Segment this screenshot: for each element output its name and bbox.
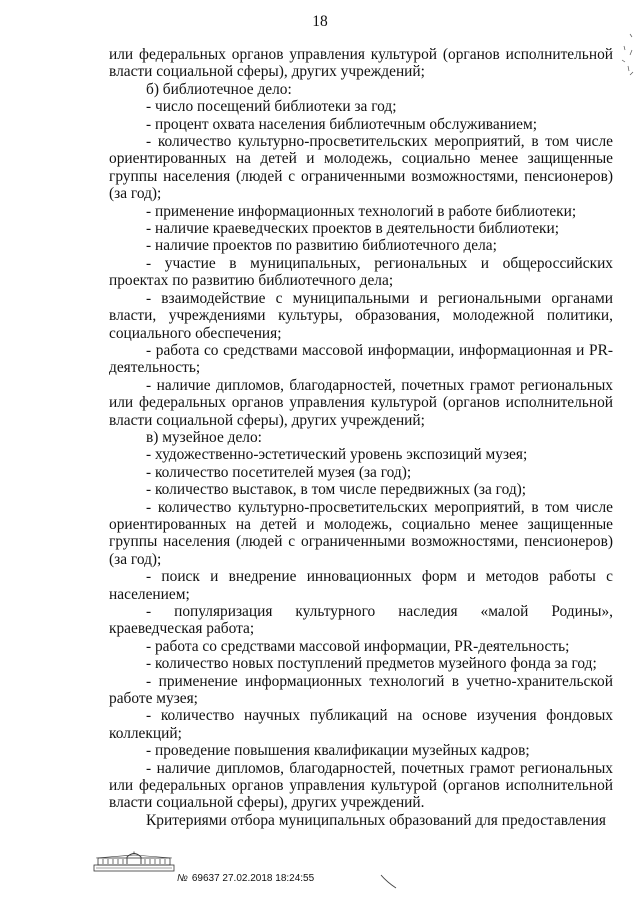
paragraph-p13: в) музейное дело: [146, 428, 262, 446]
paragraph-p6: - применение информационных технологий в работе библиотеки; [146, 202, 577, 220]
paragraph-p18: - поиск и внедрение инновационных форм и методов работы с населением; [109, 568, 613, 603]
paragraph-p4: - процент охвата населения библиотечным обслуживанием; [146, 115, 538, 133]
paragraph-p2: б) библиотечное дело: [146, 80, 292, 98]
page-number: 18 [312, 13, 328, 30]
paragraph-p8: - наличие проектов по развитию библиотечного дела; [146, 237, 497, 255]
paragraph-p14: - художественно-эстетический уровень экспозиций музея; [146, 446, 528, 464]
paragraph-p20: - работа со средствами массовой информации, PR-деятельность; [146, 637, 570, 655]
paragraph-p10: - взаимодействие с муниципальными и региональными органами власти, учреждениями культуры, образования, молодежной политики, социального обеспечения; [109, 289, 613, 342]
paragraph-p16: - количество выставок, в том числе передвижных (за год); [146, 481, 527, 499]
paragraph-p5: - количество культурно-просветительских мероприятий, в том числе ориентированных на детей и молодежь, социально менее защищенные группы населения (людей с ограниченными возможностями, пенсионеров) (за год); [109, 133, 613, 203]
paragraph-p17: - количество культурно-просветительских мероприятий, в том числе ориентированных на детей и молодежь, социально менее защищенные группы населения (людей с ограниченными возможностями, пенсионеров) (за год); [109, 498, 613, 568]
paragraph-p9: - участие в муниципальных, региональных и общероссийских проектах по развитию библиотечного дела; [109, 254, 613, 290]
paragraph-p21: - количество новых поступлений предметов музейного фонда за год; [146, 655, 597, 673]
paragraph-p24: - проведение повышения квалификации музейных кадров; [146, 742, 530, 760]
paragraph-p11: - работа со средствами массовой информации, информационная и PR-деятельность; [109, 341, 613, 377]
paragraph-p1: или федеральных органов управления культурой (органов исполнительной власти социальной сферы), других учреждений; [109, 46, 613, 81]
paragraph-p7: - наличие краеведческих проектов в деятельности библиотеки; [146, 220, 560, 238]
paragraph-p22: - применение информационных технологий в учетно-хранительской работе музея; [109, 672, 613, 708]
scan-artifact-mark [378, 872, 400, 892]
registration-stamp [177, 873, 314, 884]
paragraph-p19: - популяризация культурного наследия «малой Родины», краеведческая работа; [109, 603, 613, 638]
paragraph-p23: - количество научных публикаций на основе изучения фондовых коллекций; [109, 707, 613, 742]
scan-artifact-mark [616, 28, 638, 86]
paragraph-p3: - число посещений библиотеки за год; [146, 98, 397, 116]
stamp-number-sign: № [177, 873, 188, 884]
paragraph-p12: - наличие дипломов, благодарностей, почетных грамот региональных или федеральных органов управления культурой (органов исполнительной власти социальной сферы), других учреждений; [109, 376, 613, 429]
stamp-text: 69637 27.02.2018 18:24:55 [191, 873, 315, 884]
paragraph-p25: - наличие дипломов, благодарностей, почетных грамот региональных или федеральных органов управления культурой (органов исполнительной власти социальной сферы), других учреждений. [109, 759, 613, 812]
government-building-logo-icon [93, 851, 175, 872]
paragraph-p15: - количество посетителей музея (за год); [146, 463, 412, 481]
paragraph-p26: Критериями отбора муниципальных образований для предоставления [146, 811, 606, 829]
document-body [109, 46, 613, 829]
